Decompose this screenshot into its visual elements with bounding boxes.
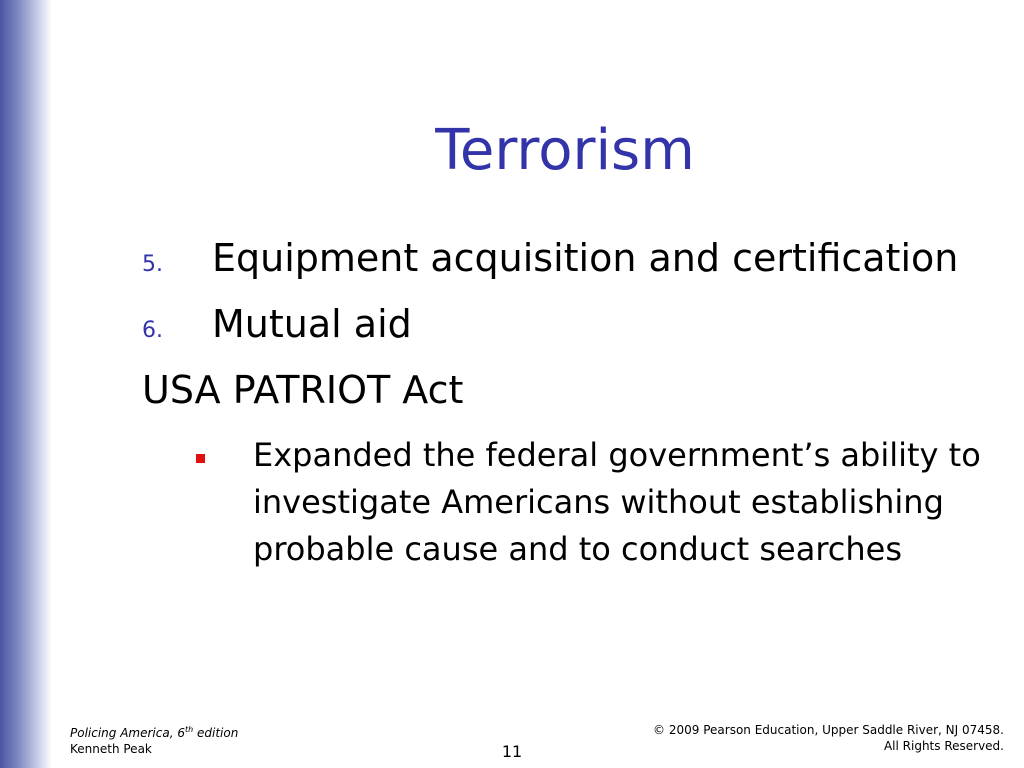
copyright-line: © 2009 Pearson Education, Upper Saddle River, NJ 07458. bbox=[653, 723, 1004, 737]
number-marker: 5. bbox=[142, 252, 163, 277]
page-number: 11 bbox=[501, 742, 523, 761]
sub-bullet-item bbox=[196, 432, 1016, 573]
numbered-item bbox=[142, 302, 1012, 348]
sub-bullet-text: Expanded the federal government’s ability to investigate Americans without establishing probable cause and to conduct searches bbox=[253, 436, 981, 568]
side-gradient-band bbox=[0, 0, 52, 768]
numbered-item bbox=[142, 236, 1012, 282]
footer-copyright bbox=[653, 722, 1004, 754]
number-marker: 6. bbox=[142, 318, 163, 343]
author-name: Kenneth Peak bbox=[70, 742, 152, 756]
section-heading: USA PATRIOT Act bbox=[142, 368, 464, 412]
numbered-item-text: Equipment acquisition and certification bbox=[212, 236, 959, 280]
slide-title: Terrorism bbox=[435, 118, 695, 183]
rights-line: All Rights Reserved. bbox=[883, 739, 1004, 753]
book-title: Policing America, 6th edition bbox=[70, 725, 239, 740]
square-bullet-icon bbox=[196, 454, 205, 463]
numbered-item-text: Mutual aid bbox=[212, 302, 412, 346]
footer-book-info bbox=[70, 722, 238, 757]
